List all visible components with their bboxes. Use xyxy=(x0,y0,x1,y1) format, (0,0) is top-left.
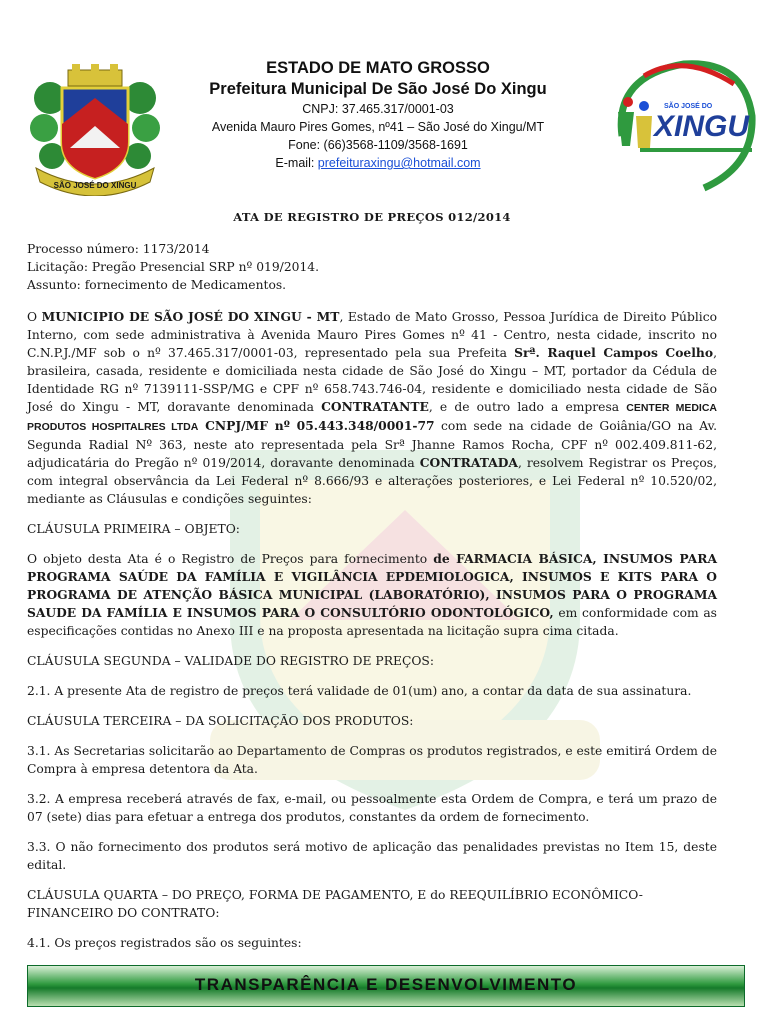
xingu-logo-icon xyxy=(604,56,756,196)
city-hall-name: Prefeitura Municipal De São José Do Xingu xyxy=(209,80,547,98)
coat-of-arms-icon xyxy=(30,64,160,196)
document-title: ATA DE REGISTRO DE PREÇOS 012/2014 xyxy=(233,210,511,224)
clause-2-heading: CLÁUSULA SEGUNDA – VALIDADE DO REGISTRO DE PREÇOS: xyxy=(27,654,434,668)
assunto-line: Assunto: fornecimento de Medicamentos. xyxy=(27,278,287,292)
cnpj-line: CNPJ: 37.465.317/0001-03 xyxy=(302,102,454,116)
clause-3-heading: CLÁUSULA TERCEIRA – DA SOLICITAÇÃO DOS PRODUTOS: xyxy=(27,714,414,728)
logo-main-text: XINGU xyxy=(654,110,750,143)
letterhead xyxy=(0,0,770,200)
clause-3-3: 3.3. O não fornecimento dos produtos será motivo de aplicação das penalidades previstas no Item 15, deste edital. xyxy=(27,840,717,872)
address-line: Avenida Mauro Pires Gomes, nº41 – São José do Xingu/MT xyxy=(211,120,545,134)
email-label: E-mail: xyxy=(275,156,318,170)
clause-3-2: 3.2. A empresa receberá através de fax, e-mail, ou pessoalmente esta Ordem de Compra, e terá um prazo de 07 (sete) dias para efetuar a entrega dos produtos, constantes da ordem de fornecimento. xyxy=(27,792,717,824)
phone-line: Fone: (66)3568-1109/3568-1691 xyxy=(288,138,468,152)
clause-1-heading: CLÁUSULA PRIMEIRA – OBJETO: xyxy=(27,522,240,536)
document-body xyxy=(27,208,717,964)
clause-3-1: 3.1. As Secretarias solicitarão ao Departamento de Compras os produtos registrados, e este emitirá Ordem de Compra à empresa detentora da Ata. xyxy=(27,744,717,776)
email-line xyxy=(160,154,596,172)
intro-paragraph: O MUNICIPIO DE SÃO JOSÉ DO XINGU - MT, Estado de Mato Grosso, Pessoa Jurídica de Direito Público Interno, com sede administrativa à Avenida Mauro Pires Gomes nº 41 - Centro, nesta cidade, inscrito no C.N.P.J./MF sob o nº 37.465.317/0001-03, representado pela sua Prefeita Srª. Raquel Campos Coelho, brasileira, casada, residente e domiciliada nesta cidade de São José do Xingu – MT, portador da Cédula de Identidade RG nº 7139111-SSP/MG e CPF nº 658.743.746-04, residente e domiciliado nesta cidade de São José do Xingu - MT, doravante denominada CONTRATANTE, e de outro lado a empresa CENTER MEDICA PRODUTOS HOSPITALRES LTDA CNPJ/MF nº 05.443.348/0001-77 com sede na cidade de Goiânia/GO na Av. Segunda Radial Nº 363, neste ato representada pela Srª Jhanne Ramos Rocha, CPF nº 002.409.811-62, adjudicatária do Pregão nº 019/2014, doravante denominada CONTRATADA, resolvem Registrar os Preços, com integral observância da Lei Federal nº 8.666/93 e alterações posteriores, e Lei Federal nº 10.520/02, mediante as Cláusulas e condições seguintes: xyxy=(27,309,717,506)
email-link[interactable]: prefeituraxingu@hotmail.com xyxy=(317,156,481,170)
letterhead-text xyxy=(160,58,596,172)
process-info xyxy=(27,240,717,294)
footer-banner xyxy=(27,965,745,1007)
clause-4-1: 4.1. Os preços registrados são os seguintes: xyxy=(27,936,302,950)
clause-2-1: 2.1. A presente Ata de registro de preços terá validade de 01(um) ano, a contar da data de sua assinatura. xyxy=(27,684,692,698)
coat-text: SÃO JOSÉ DO XINGU xyxy=(53,181,137,190)
logo-top-text: SÃO JOSÉ DO xyxy=(664,103,713,110)
footer-slogan: TRANSPARÊNCIA E DESENVOLVIMENTO xyxy=(194,975,578,994)
state-name: ESTADO DE MATO GROSSO xyxy=(266,59,490,77)
clause-1-text: O objeto desta Ata é o Registro de Preços para fornecimento de FARMACIA BÁSICA, INSUMOS PARA PROGRAMA SAÚDE DA FAMÍLIA E VIGILÂNCIA EPDEMIOLOGICA, INSUMOS E KITS PARA O PROGRAMA DE ATENÇÃO BÁSICA MUNICIPAL (LABORATÓRIO), INSUMOS PARA O PROGRAMA SAUDE DA FAMÍLIA E INSUMOS PARA O CONSULTÓRIO ODONTOLÓGICO, em conformidade com as especificações contidas no Anexo III e na proposta apresentada na licitação supra cima citada. xyxy=(27,551,717,638)
licitacao-line: Licitação: Pregão Presencial SRP nº 019/2014. xyxy=(27,260,320,274)
clause-4-heading: CLÁUSULA QUARTA – DO PREÇO, FORMA DE PAGAMENTO, E do REEQUILÍBRIO ECONÔMICO-FINANCEIRO DO CONTRATO: xyxy=(27,888,643,920)
processo-line: Processo número: 1173/2014 xyxy=(27,242,210,256)
